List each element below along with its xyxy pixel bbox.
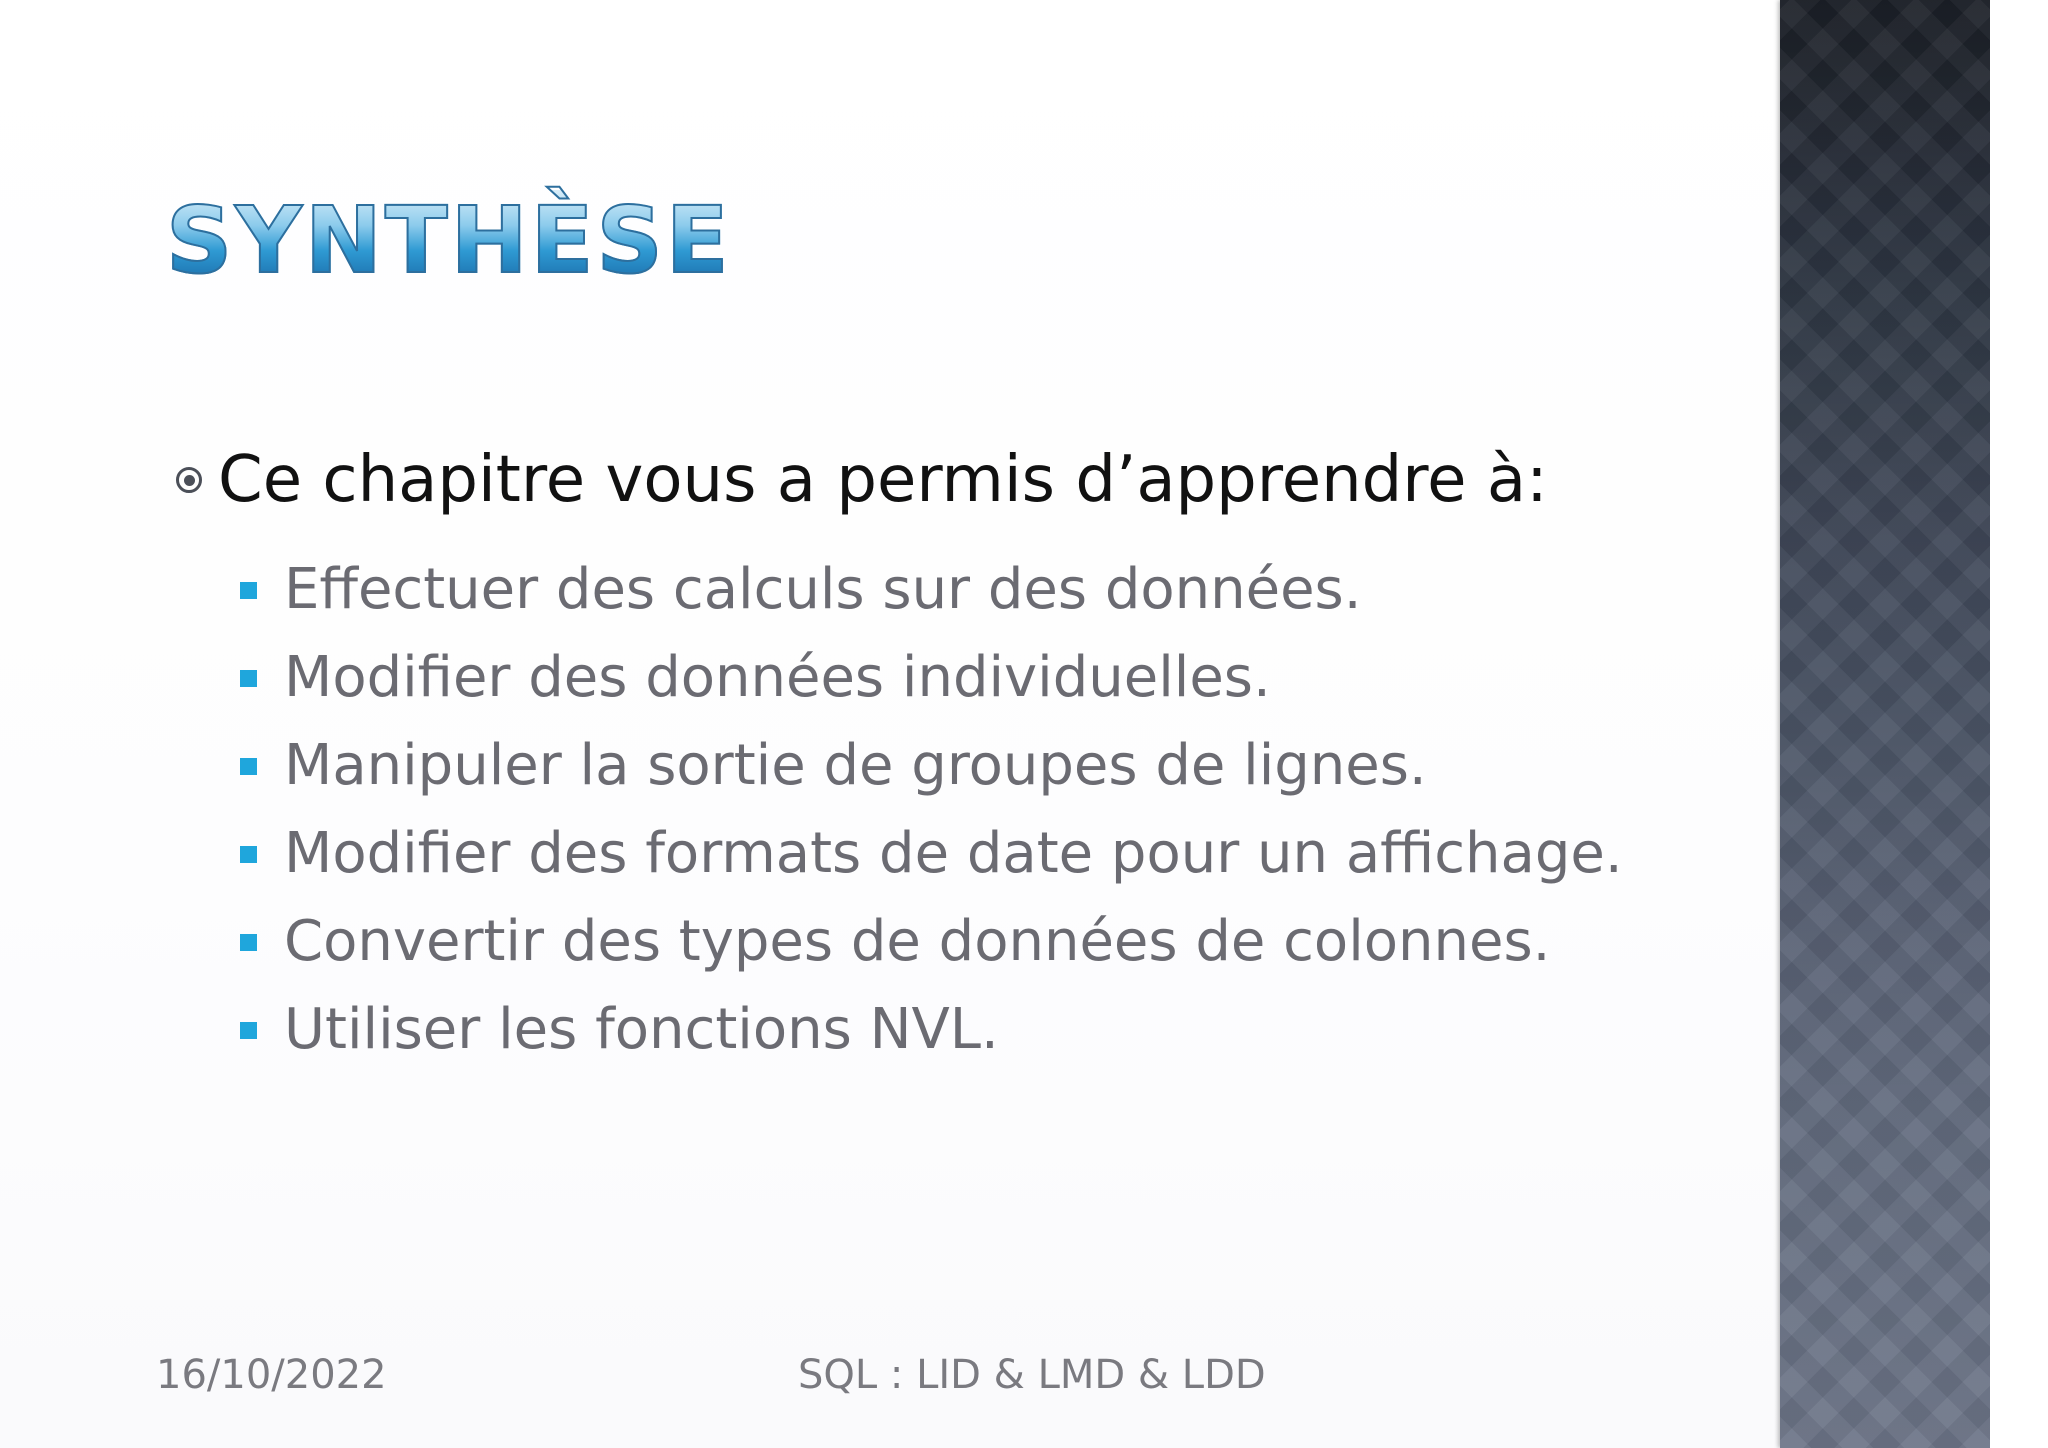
square-bullet-icon xyxy=(240,582,257,599)
right-margin-strip xyxy=(1990,0,2048,1448)
sub-bullet-item xyxy=(240,634,1623,722)
decorative-side-panel xyxy=(1780,0,1990,1448)
square-bullet-icon xyxy=(240,1022,257,1039)
sub-bullet-text: Modifier des formats de date pour un affichage. xyxy=(284,821,1623,886)
slide-title: SYNTHÈSE xyxy=(166,187,732,294)
sub-bullet-text: Manipuler la sortie de groupes de lignes. xyxy=(284,733,1427,798)
footer-date: 16/10/2022 xyxy=(156,1352,387,1398)
square-bullet-icon xyxy=(240,670,257,687)
sub-bullet-item xyxy=(240,810,1623,898)
square-bullet-icon xyxy=(240,934,257,951)
sub-bullet-text: Convertir des types de données de colonnes. xyxy=(284,909,1551,974)
sub-bullet-item xyxy=(240,898,1623,986)
sub-bullet-list xyxy=(240,546,1623,1074)
sub-bullet-text: Modifier des données individuelles. xyxy=(284,645,1271,710)
square-bullet-icon xyxy=(240,846,257,863)
main-bullet-text: Ce chapitre vous a permis d’apprendre à: xyxy=(218,443,1548,517)
square-bullet-icon xyxy=(240,758,257,775)
sub-bullet-item xyxy=(240,722,1623,810)
circled-dot-icon xyxy=(176,467,202,493)
sub-bullet-text: Effectuer des calculs sur des données. xyxy=(284,557,1362,622)
sub-bullet-item xyxy=(240,986,1623,1074)
sub-bullet-text: Utiliser les fonctions NVL. xyxy=(284,997,999,1062)
main-bullet xyxy=(176,443,1548,517)
footer-title: SQL : LID & LMD & LDD xyxy=(798,1352,1266,1398)
sub-bullet-item xyxy=(240,546,1623,634)
